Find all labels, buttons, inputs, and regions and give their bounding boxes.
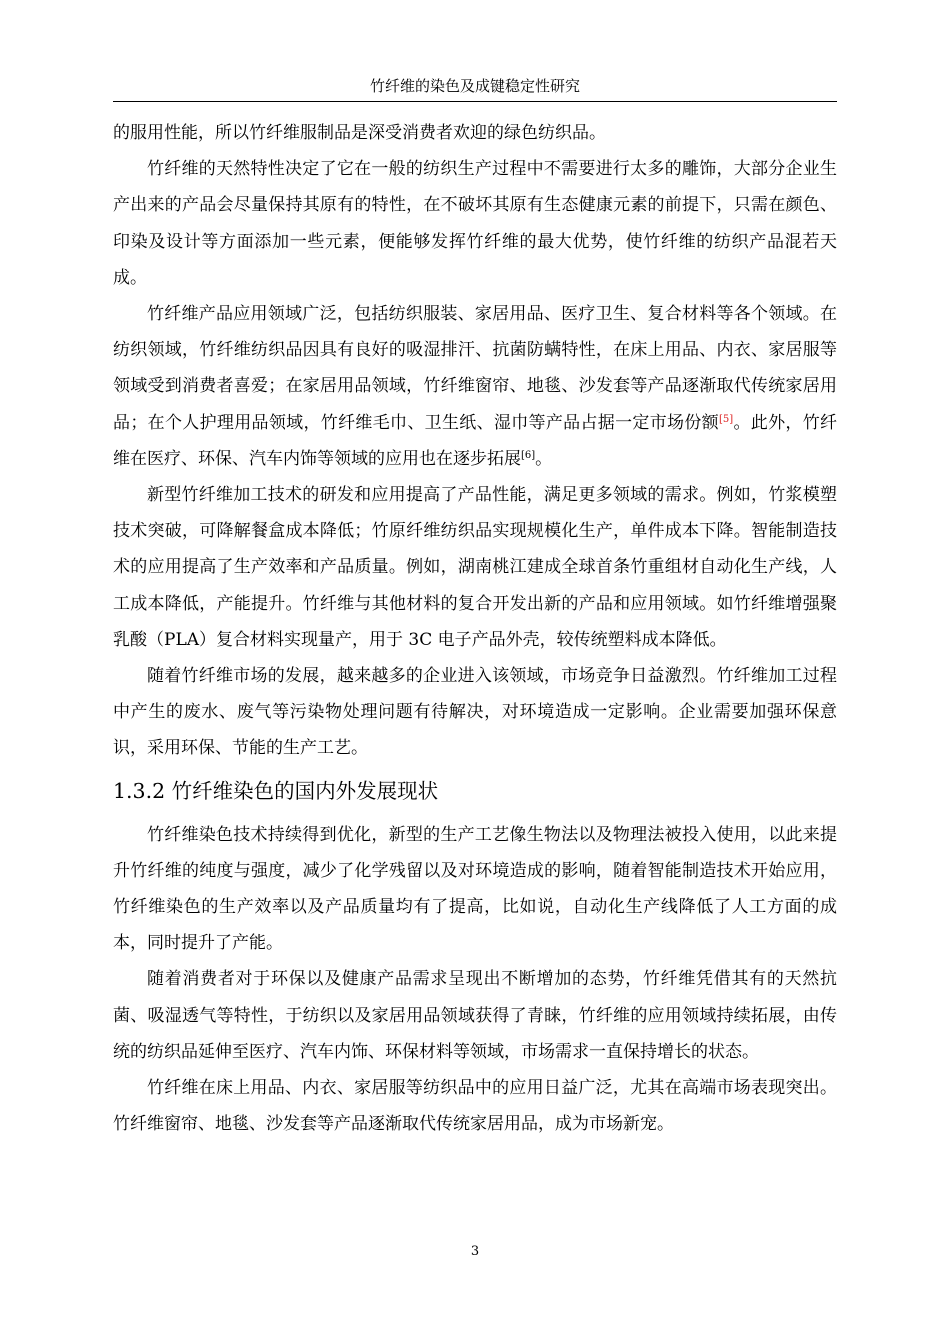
paragraph-text: 。此外，竹纤维在医疗、环保、汽车内饰等领域的应用也在逐步拓展 [113,412,838,469]
section-heading: 1.3.2 竹纤维染色的国内外发展现状 [113,778,439,803]
paragraph-textile-usage: 竹纤维在床上用品、内衣、家居服等纺织品中的应用日益广泛，尤其在高端市场表现突出。竹纤维窗帘、地毯、沙发套等产品逐渐取代传统家居用品，成为市场新宠。 [113,1078,837,1135]
paragraph-new-technology: 新型竹纤维加工技术的研发和应用提高了产品性能，满足更多领域的需求。例如，竹浆模塑技术突破，可降解餐盒成本降低；竹原纤维纺织品实现规模化生产，单件成本下降。智能制造技术的应用提高了生产效率和产品质量。例如，湖南桃江建成全球首条竹重组材自动化生产线，人工成本降低，产能提升。竹纤维与其他材料的复合开发出新的产品和应用领域。如竹纤维增强聚乳酸（PLA）复合材料实现量产，用于 3C 电子产品外壳，较传统塑料成本降低。 [113,485,837,650]
page-header-title: 竹纤维的染色及成键稳定性研究 [369,77,580,95]
paragraph-text: 。 [535,448,553,469]
document-body [113,115,837,1142]
page-number: 3 [470,1244,480,1259]
header-divider [113,101,837,102]
citation-link[interactable]: [5] [718,413,734,425]
paragraph-text: 竹纤维产品应用领域广泛，包括纺织服装、家居用品、医疗卫生、复合材料等各个领域。在纺织领域，竹纤维纺织品因具有良好的吸湿排汗、抗菌防螨特性，在床上用品、内衣、家居服等领域受到消费者喜爱；在家居用品领域，竹纤维窗帘、地毯、沙发套等产品逐渐取代传统家居用品；在个人护理用品领域，竹纤维毛巾、卫生纸、湿巾等产品占据一定市场份额 [113,304,837,433]
paragraph-natural-properties: 竹纤维的天然特性决定了它在一般的纺织生产过程中不需要进行太多的雕饰，大部分企业生产出来的产品会尽量保持其原有的特性，在不破坏其原有生态健康元素的前提下，只需在颜色、印染及设计等方面添加一些元素，便能够发挥竹纤维的最大优势，使竹纤维的纺织产品混若天成。 [113,159,837,288]
paragraph-consumer-demand: 随着消费者对于环保以及健康产品需求呈现出不断增加的态势，竹纤维凭借其有的天然抗菌、吸湿透气等特性，于纺织以及家居用品领域获得了青睐，竹纤维的应用领域持续拓展，由传统的纺织品延伸至医疗、汽车内饰、环保材料等领域，市场需求一直保持增长的状态。 [113,969,837,1062]
paragraph-continuation: 的服用性能，所以竹纤维服制品是深受消费者欢迎的绿色纺织品。 [113,123,606,143]
paragraph-applications [113,296,837,477]
citation-ref: [6] [521,449,536,461]
paragraph-dyeing-technology: 竹纤维染色技术持续得到优化，新型的生产工艺像生物法以及物理法被投入使用，以此来提升竹纤维的纯度与强度，减少了化学残留以及对环境造成的影响，随着智能制造技术开始应用，竹纤维染色的生产效率以及产品质量均有了提高，比如说，自动化生产线降低了人工方面的成本，同时提升了产能。 [113,824,837,954]
paragraph-market-competition: 随着竹纤维市场的发展，越来越多的企业进入该领域，市场竞争日益激烈。竹纤维加工过程中产生的废水、废气等污染物处理问题有待解决，对环境造成一定影响。企业需要加强环保意识，采用环保、节能的生产工艺。 [113,666,837,759]
